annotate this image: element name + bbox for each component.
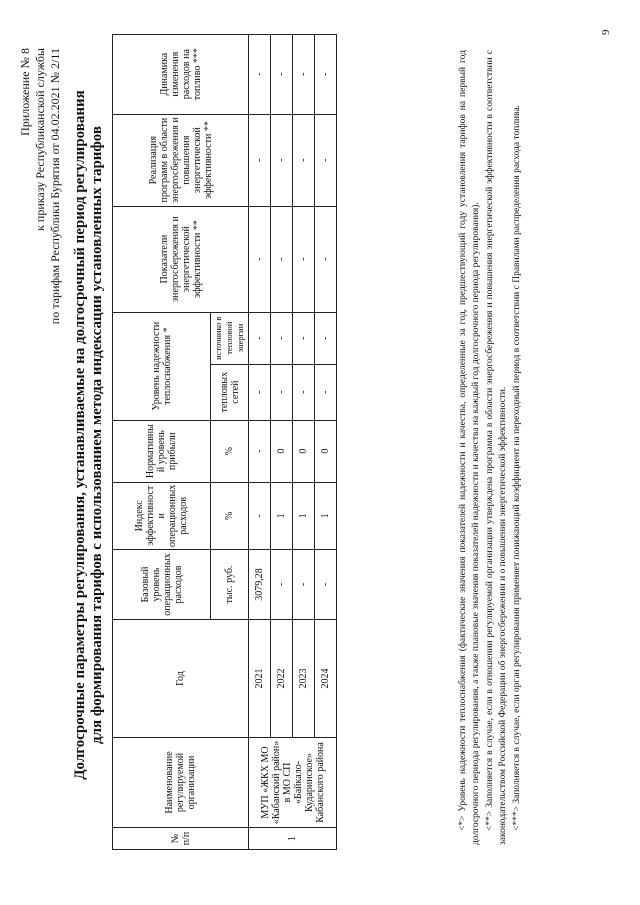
cell-base: - [293,550,315,620]
cell-fuel: - [271,34,293,114]
cell-net: - [271,364,293,420]
cell-year: 2023 [293,620,315,738]
cell-base: - [315,550,337,620]
cell-net: - [293,364,315,420]
col-index: Индекс эффективност и операционных расходов [113,482,211,549]
footnotes [457,50,525,845]
cell-energy: - [271,206,293,312]
table-header-row [113,34,211,849]
cell-index: 1 [293,482,315,549]
cell-year: 2021 [249,620,271,738]
cell-year: 2022 [271,620,293,738]
cell-index: - [249,482,271,549]
title-line-2: для формирования тарифов с использованием метода индексации установленных тарифов [89,125,105,745]
cell-fuel: - [293,34,315,114]
title-line-1: Долгосрочные параметры регулирования, устанавливаемые на долгосрочный период регулирования [72,90,88,780]
col-num: № п/п [113,828,249,850]
row-num: 1 [249,828,337,850]
cell-src: - [293,312,315,364]
cell-index: 1 [271,482,293,549]
appendix-header [18,48,63,324]
cell-prog: - [293,114,315,206]
cell-net: - [315,364,337,420]
appendix-order: к приказу Республиканской службы [33,48,47,231]
col-reliability: Уровень надежности теплоснабжения * [113,312,211,420]
cell-profit: 0 [315,420,337,482]
page-title [72,35,106,835]
cell-energy: - [315,206,337,312]
table-row [271,34,293,849]
cell-fuel: - [315,34,337,114]
cell-profit: 0 [293,420,315,482]
cell-net: - [249,364,271,420]
cell-energy: - [293,206,315,312]
cell-year: 2024 [315,620,337,738]
col-rel-networks: тепловых сетей [211,364,249,420]
unit-base: тыс. руб. [211,550,249,620]
cell-index: 1 [315,482,337,549]
col-base: Базовый уровень операционных расходов [113,550,211,620]
col-org: Наименование регулируемой организации [113,738,249,828]
cell-src: - [249,312,271,364]
col-rel-sources: источнико в тепловой энергии [211,312,249,364]
cell-prog: - [315,114,337,206]
cell-base: 3079,28 [249,550,271,620]
cell-profit: - [249,420,271,482]
col-programs: Реализация программ в области энергосбережения и повышения энергетической эффективности ** [113,114,249,206]
col-energy: Показатели энергосбережения и энергетической эффективности ** [113,206,249,312]
unit-profit: % [211,420,249,482]
cell-energy: - [249,206,271,312]
cell-prog: - [271,114,293,206]
cell-prog: - [249,114,271,206]
cell-src: - [315,312,337,364]
appendix-number: Приложение № 8 [18,48,32,136]
footnote-3: <***> Заполняется в случае, если орган регулирования применяет понижающий коэффициент на переходный период в соответствии с Правилами распределения расхода топлива. [512,104,522,831]
cell-fuel: - [249,34,271,114]
unit-index: % [211,482,249,549]
footnote-2: <**> Заполняется в случае, если в отношении регулируемой организации утверждена программа в области энергосбережения и повышения энергетической эффективности в соответствии с законодательством Российской Федерации об энергосбережении и о повышении энергетической эффективности. [485,50,508,845]
footnote-1: <*> Уровень надежности теплоснабжения (фактические значения показателей надежности и качества, определенные за год, предшествующий году установления тарифов на первый год долгосрочного периода регулирования, а также плановые значения показателей надежности и качества на каждый год долгосрочного периода регулирования). [458,50,481,845]
parameters-table [112,34,337,850]
col-profit: Нормативны й уровень прибыли [113,420,211,482]
page-number: 9 [600,29,612,35]
cell-profit: 0 [271,420,293,482]
cell-base: - [271,550,293,620]
table-row [315,34,337,849]
table-row [293,34,315,849]
appendix-date: по тарифам Республики Бурятия от 04.02.2021 № 2/11 [48,48,62,325]
col-year: Год [113,620,249,738]
org-name: МУП «ЖКХ МО «Кабанский район» в МО СП «Байкало-Кударинское» Кабанского района [249,738,337,828]
table-row [249,34,271,849]
col-fuel: Динамика изменения расходов на топливо *** [113,34,249,114]
cell-src: - [271,312,293,364]
